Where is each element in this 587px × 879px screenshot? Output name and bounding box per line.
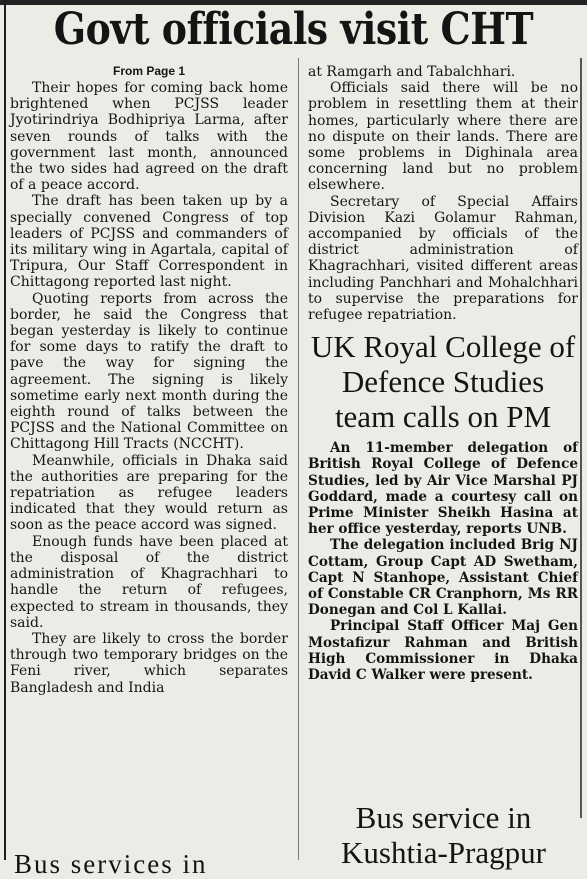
left-column bbox=[10, 64, 288, 696]
main-headline: Govt officials visit CHT bbox=[53, 4, 534, 55]
story-body bbox=[308, 440, 578, 683]
column-divider bbox=[298, 58, 299, 860]
article-paragraph: The draft has been taken up by a specially convened Congress of top leaders of PCJSS and commanders of its military wing in Agartala, capital of Tripura, Our Staff Correspondent in Chittagong reported last night. bbox=[10, 193, 288, 291]
right-column bbox=[308, 64, 578, 683]
bus-service-headline: Bus service in Kushtia-Pragpur bbox=[341, 800, 546, 870]
cut-off-headline-text: Bus services in bbox=[14, 849, 208, 879]
story-paragraph: An 11-member delegation of British Royal College of Defence Studies, led by Air Vice Marshal PJ Goddard, made a courtesy call on Prime Minister Sheikh Hasina at her office yesterday, reports UNB. bbox=[308, 440, 578, 538]
article-paragraph: Quoting reports from across the border, he said the Congress that began yesterday is likely to continue for some days to ratify the draft to pave the way for signing the agreement. The signing is likely sometime early next month during the eighth round of talks between the PCJSS and the National Committee on Chittagong Hill Tracts (NCCHT). bbox=[10, 290, 288, 453]
article-paragraph: Secretary of Special Affairs Division Kazi Golamur Rahman, accompanied by officials of the district administration of Khagrachhari, visited different areas including Panchhari and Mohalchhari to supervise the preparations for refugee repatriation. bbox=[308, 193, 578, 324]
story-paragraph: The delegation included Brig NJ Cottam, Group Capt AD Swetham, Capt N Stanhope, Assistant Chief of Constable CR Cranphorn, Ms RR Donegan and Col L Kallai. bbox=[308, 537, 578, 619]
article-paragraph: Enough funds have been placed at the disposal of the district administration of Khagrachhari to handle the return of refugees, expected to stream in thousands, they said. bbox=[10, 533, 288, 631]
story-paragraph: Principal Staff Officer Maj Gen Mostafizur Rahman and British High Commissioner in Dhaka David C Walker were present. bbox=[308, 618, 578, 684]
article-paragraph: They are likely to cross the border through two temporary bridges on the Feni river, which separates Bangladesh and India bbox=[10, 630, 288, 696]
article-paragraph: at Ramgarh and Tabalchhari. bbox=[308, 64, 516, 80]
cut-off-headline bbox=[14, 845, 294, 879]
story-headline: UK Royal College of Defence Studies team calls on PM bbox=[310, 329, 576, 435]
continued-from-label: From Page 1 bbox=[112, 64, 186, 78]
left-border-rule bbox=[4, 0, 6, 860]
right-border-rule bbox=[580, 58, 582, 818]
article-paragraph: Meanwhile, officials in Dhaka said the authorities are preparing for the repatriation as refugee leaders indicated that they would return as soon as the peace accord was signed. bbox=[10, 452, 288, 534]
article-paragraph: Their hopes for coming back home brightened when PCJSS leader Jyotirindriya Bodhipriya Larma, after seven rounds of talks with the government last month, announced the two sides had agreed on the draft of a peace accord. bbox=[10, 80, 288, 194]
article-paragraph: Officials said there will be no problem in resettling them at their homes, particularly where there are no dispute on their lands. There are some problems in Dighinala area concerning land but no problem elsewhere. bbox=[308, 80, 578, 194]
